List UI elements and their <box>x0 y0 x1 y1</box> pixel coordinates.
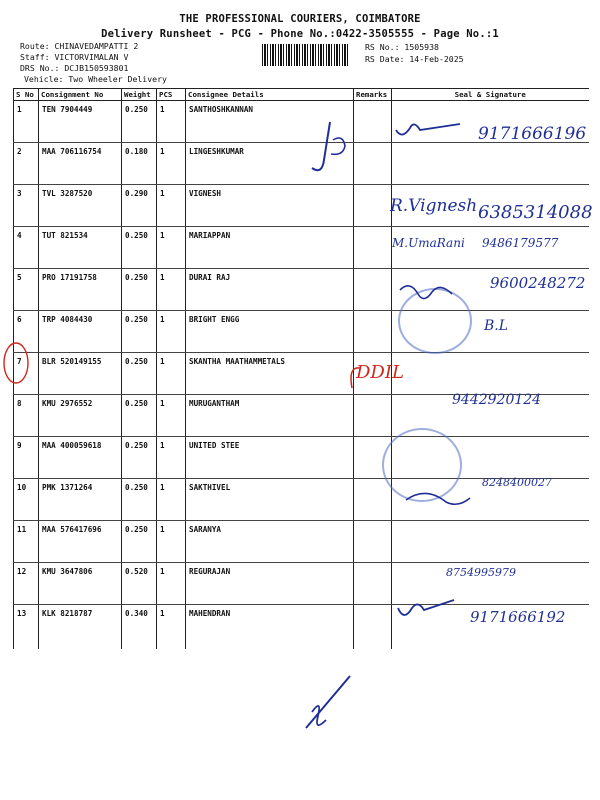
cell-sno: 6 <box>14 311 39 353</box>
cell-consignee: MAHENDRAN <box>186 605 354 650</box>
cell-consignee: SARANYA <box>186 521 354 563</box>
cell-weight: 0.340 <box>122 605 157 650</box>
cell-sno: 9 <box>14 437 39 479</box>
cell-consignee: UNITED STEE <box>186 437 354 479</box>
cell-sno: 4 <box>14 227 39 269</box>
cell-consignment: TVL 3287520 <box>39 185 122 227</box>
cell-pcs: 1 <box>157 605 186 650</box>
cell-weight: 0.250 <box>122 521 157 563</box>
row-7-red-circle <box>4 343 28 383</box>
cell-pcs: 1 <box>157 479 186 521</box>
cell-consignee: MURUGANTHAM <box>186 395 354 437</box>
cell-pcs: 1 <box>157 563 186 605</box>
cell-sno: 3 <box>14 185 39 227</box>
cell-pcs: 1 <box>157 395 186 437</box>
cell-weight: 0.250 <box>122 311 157 353</box>
col-pcs: PCS <box>157 89 186 101</box>
col-consignment: Consignment No <box>39 89 122 101</box>
cell-weight: 0.290 <box>122 185 157 227</box>
initial-scribble <box>312 122 330 170</box>
cell-sno: 10 <box>14 479 39 521</box>
col-sno: S No <box>14 89 39 101</box>
cell-consignment: PRO 17191758 <box>39 269 122 311</box>
route-label: Route: CHINAVEDAMPATTI 2 <box>20 41 139 51</box>
cell-consignee: LINGESHKUMAR <box>186 143 354 185</box>
cell-pcs: 1 <box>157 101 186 143</box>
cell-pcs: 1 <box>157 227 186 269</box>
cell-sno: 12 <box>14 563 39 605</box>
handwritten-initials: B.L <box>484 318 509 334</box>
cell-consignee: BRIGHT ENGG <box>186 311 354 353</box>
cell-consignment: TUT 821534 <box>39 227 122 269</box>
cell-consignee: SKANTHA MAATHAMMETALS <box>186 353 354 395</box>
handwritten-phone: 9486179577 <box>482 236 559 250</box>
cell-pcs: 1 <box>157 143 186 185</box>
handwritten-name: M.UmaRani <box>392 236 465 250</box>
company-title: THE PROFESSIONAL COURIERS, COIMBATORE <box>179 13 421 25</box>
cell-consignee: SANTHOSHKANNAN <box>186 101 354 143</box>
cell-pcs: 1 <box>157 521 186 563</box>
final-sign-off-stroke <box>312 706 326 725</box>
rs-date: RS Date: 14-Feb-2025 <box>365 54 464 64</box>
cell-sno: 13 <box>14 605 39 650</box>
final-sign-off-stroke <box>306 676 350 728</box>
staff-label: Staff: VICTORVIMALAN V <box>20 52 129 62</box>
cell-pcs: 1 <box>157 353 186 395</box>
cell-consignment: MAA 400059618 <box>39 437 122 479</box>
cell-weight: 0.250 <box>122 479 157 521</box>
cell-pcs: 1 <box>157 269 186 311</box>
cell-consignee: DURAI RAJ <box>186 269 354 311</box>
drs-label: DRS No.: DCJB150593801 <box>20 63 129 73</box>
col-consignee: Consignee Details <box>186 89 354 101</box>
red-remark: DDIL <box>356 362 404 383</box>
cell-consignment: PMK 1371264 <box>39 479 122 521</box>
cell-consignment: KMU 3647806 <box>39 563 122 605</box>
cell-sno: 11 <box>14 521 39 563</box>
cell-weight: 0.250 <box>122 353 157 395</box>
cell-sno: 2 <box>14 143 39 185</box>
cell-consignee: VIGNESH <box>186 185 354 227</box>
cell-weight: 0.250 <box>122 101 157 143</box>
cell-consignment: TRP 4084430 <box>39 311 122 353</box>
runsheet-subtitle: Delivery Runsheet - PCG - Phone No.:0422-3505555 - Page No.:1 <box>101 28 499 40</box>
cell-consignment: KLK 8218787 <box>39 605 122 650</box>
cell-consignee: REGURAJAN <box>186 563 354 605</box>
col-seal-signature: Seal & Signature <box>392 89 589 101</box>
signature-scribble <box>400 286 452 299</box>
cell-consignment: MAA 576417696 <box>39 521 122 563</box>
vehicle-label: Vehicle: Two Wheeler Delivery <box>24 74 167 84</box>
signature-scribble <box>396 124 460 135</box>
cell-consignment: MAA 706116754 <box>39 143 122 185</box>
cell-consignee: SAKTHIVEL <box>186 479 354 521</box>
handwritten-phone: 9171666196 <box>478 124 587 144</box>
cell-weight: 0.180 <box>122 143 157 185</box>
cell-pcs: 1 <box>157 437 186 479</box>
handwritten-phone: 9442920124 <box>452 392 542 408</box>
rs-number: RS No.: 1505938 <box>365 42 439 52</box>
col-remarks: Remarks <box>354 89 392 101</box>
cell-sno: 7 <box>14 353 39 395</box>
cell-weight: 0.520 <box>122 563 157 605</box>
cell-consignee: MARIAPPAN <box>186 227 354 269</box>
cell-weight: 0.250 <box>122 395 157 437</box>
initial-scribble <box>331 138 345 154</box>
cell-sno: 1 <box>14 101 39 143</box>
handwritten-phone: 6385314088 <box>478 202 593 223</box>
signature-scribble <box>398 600 454 615</box>
handwritten-phone: 8754995979 <box>446 566 516 579</box>
cell-pcs: 1 <box>157 185 186 227</box>
cell-pcs: 1 <box>157 311 186 353</box>
handwritten-phone: 9600248272 <box>490 274 586 292</box>
cell-sno: 5 <box>14 269 39 311</box>
col-weight: Weight <box>122 89 157 101</box>
handwritten-phone: 9171666192 <box>470 608 566 626</box>
signature-scribble <box>406 493 470 504</box>
handwritten-name: R.Vignesh <box>390 196 478 216</box>
cell-consignment: TEN 7904449 <box>39 101 122 143</box>
cell-consignment: BLR 520149155 <box>39 353 122 395</box>
cell-sno: 8 <box>14 395 39 437</box>
cell-weight: 0.250 <box>122 227 157 269</box>
cell-weight: 0.250 <box>122 269 157 311</box>
cell-consignment: KMU 2976552 <box>39 395 122 437</box>
handwritten-phone: 8248400027 <box>482 476 552 489</box>
cell-weight: 0.250 <box>122 437 157 479</box>
